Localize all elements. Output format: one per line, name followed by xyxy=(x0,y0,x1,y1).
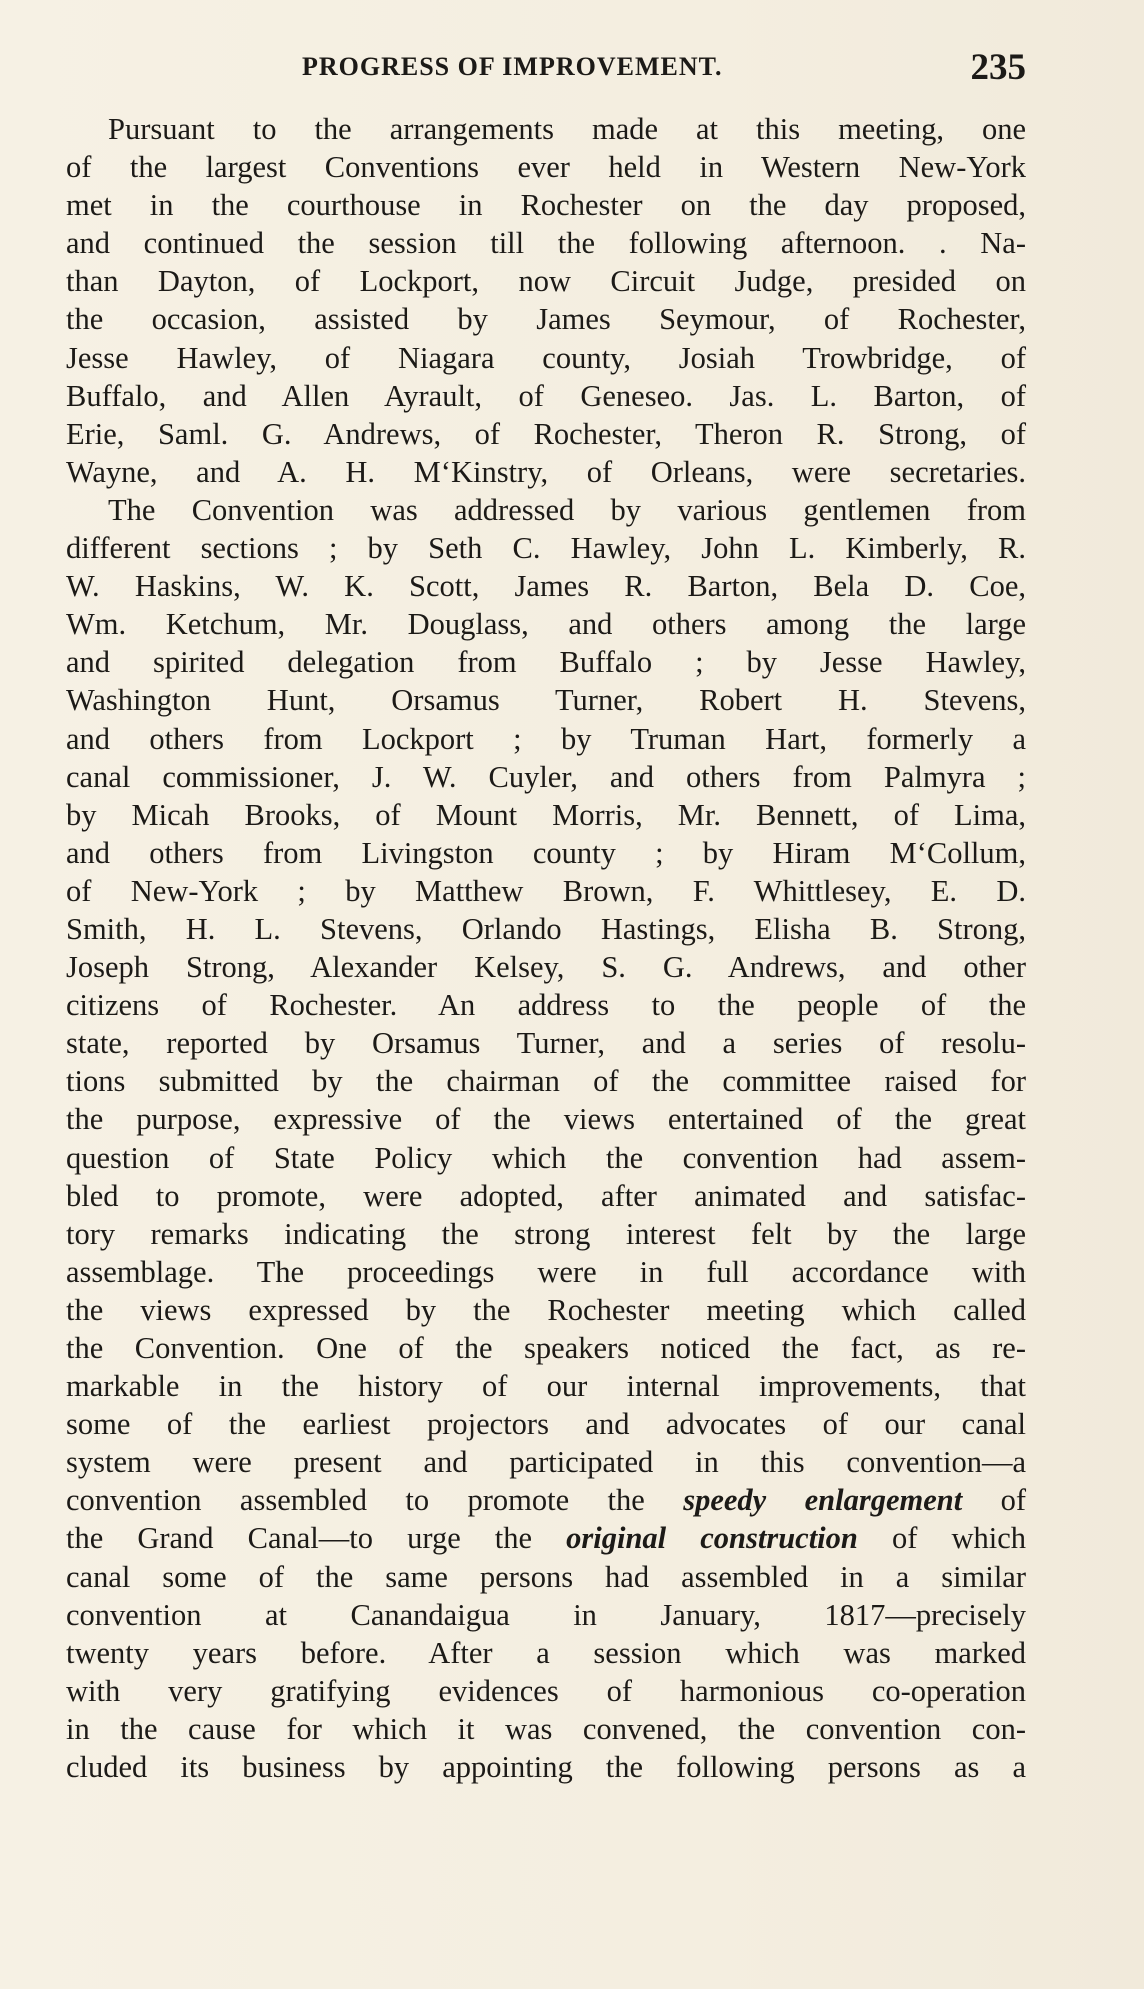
body-text xyxy=(66,110,1026,1786)
text-line: the views expressed by the Rochester meeting which called xyxy=(66,1292,1026,1327)
text-line: than Dayton, of Lockport, now Circuit Judge, presided on xyxy=(66,264,1026,299)
text-line: tory remarks indicating the strong interest felt by the large xyxy=(66,1216,1026,1251)
text-line: state, reported by Orsamus Turner, and a series of resolu- xyxy=(66,1026,1026,1061)
text-line: by Micah Brooks, of Mount Morris, Mr. Bennett, of Lima, xyxy=(66,797,1026,832)
text-line: canal commissioner, J. W. Cuyler, and others from Palmyra ; xyxy=(66,759,1026,794)
text-line: in the cause for which it was convened, the convention con- xyxy=(66,1711,1026,1746)
text-line: markable in the history of our internal improvements, that xyxy=(66,1369,1026,1404)
text-line: Washington Hunt, Orsamus Turner, Robert H. Stevens, xyxy=(66,683,1026,718)
text-line: system were present and participated in this convention—a xyxy=(66,1445,1026,1480)
line-37-start: convention assembled to promote the xyxy=(66,1483,684,1518)
text-line: and continued the session till the following afternoon. . Na- xyxy=(66,226,1026,261)
text-line: bled to promote, were adopted, after animated and satisfac- xyxy=(66,1178,1026,1213)
text-line: of New-York ; by Matthew Brown, F. Whittlesey, E. D. xyxy=(66,873,1026,908)
italic-phrase-speedy-enlargement: speedy enlargement xyxy=(683,1483,963,1518)
italic-phrase-original-construction: original construction xyxy=(566,1521,858,1556)
text-line: twenty years before. After a session which was marked xyxy=(66,1635,1026,1670)
text-line: and others from Lockport ; by Truman Hart, formerly a xyxy=(66,721,1026,756)
text-line: of the largest Conventions ever held in Western New-York xyxy=(66,150,1026,185)
text-line: tions submitted by the chairman of the committee raised for xyxy=(66,1064,1026,1099)
text-line: and others from Livingston county ; by Hiram M‘Collum, xyxy=(66,835,1026,870)
text-line: the occasion, assisted by James Seymour, of Rochester, xyxy=(66,302,1026,337)
text-line: the Convention. One of the speakers noticed the fact, as re- xyxy=(66,1331,1026,1365)
page-number: 235 xyxy=(970,47,1026,88)
text-line: with very gratifying evidences of harmonious co-operation xyxy=(66,1673,1026,1708)
text-line: the purpose, expressive of the views entertained of the great xyxy=(66,1102,1026,1137)
text-line: met in the courthouse in Rochester on the day proposed, xyxy=(66,188,1026,223)
text-line: Smith, H. L. Stevens, Orlando Hastings, Elisha B. Strong, xyxy=(66,911,1026,946)
text-line: W. Haskins, W. K. Scott, James R. Barton, Bela D. Coe, xyxy=(66,569,1026,604)
text-line: and spirited delegation from Buffalo ; by Jesse Hawley, xyxy=(66,645,1026,680)
line-37-end: of xyxy=(962,1483,1026,1518)
text-line: Jesse Hawley, of Niagara county, Josiah Trowbridge, of xyxy=(66,340,1026,375)
text-line: Wayne, and A. H. M‘Kinstry, of Orleans, were secretaries. xyxy=(66,454,1026,489)
text-line: Buffalo, and Allen Ayrault, of Geneseo. Jas. L. Barton, of xyxy=(66,378,1026,413)
text-line: different sections ; by Seth C. Hawley, John L. Kimberly, R. xyxy=(66,531,1026,566)
line-38-start: the Grand Canal—to urge the xyxy=(66,1521,567,1556)
text-line: Joseph Strong, Alexander Kelsey, S. G. Andrews, and other xyxy=(66,950,1026,985)
text-line-with-italic xyxy=(66,1519,1026,1557)
running-head xyxy=(74,46,1024,96)
text-line: convention at Canandaigua in January, 1817—precisely xyxy=(66,1597,1026,1632)
text-line-with-italic xyxy=(66,1481,1026,1519)
running-title: PROGRESS OF IMPROVEMENT. xyxy=(302,52,723,81)
text-line: Erie, Saml. G. Andrews, of Rochester, Theron R. Strong, of xyxy=(66,416,1026,451)
text-line: Wm. Ketchum, Mr. Douglass, and others among the large xyxy=(66,607,1026,642)
text-line: cluded its business by appointing the following persons as a xyxy=(66,1750,1026,1785)
text-line: canal some of the same persons had assembled in a similar xyxy=(66,1559,1026,1594)
text-line: The Convention was addressed by various gentlemen from xyxy=(108,492,1026,527)
line-38-end: of which xyxy=(857,1521,1026,1556)
text-line: Pursuant to the arrangements made at this meeting, one xyxy=(108,112,1026,146)
text-line: citizens of Rochester. An address to the people of the xyxy=(66,988,1026,1023)
text-line: some of the earliest projectors and advocates of our canal xyxy=(66,1407,1026,1442)
text-line: question of State Policy which the convention had assem- xyxy=(66,1140,1026,1175)
text-line: assemblage. The proceedings were in full accordance with xyxy=(66,1254,1026,1289)
